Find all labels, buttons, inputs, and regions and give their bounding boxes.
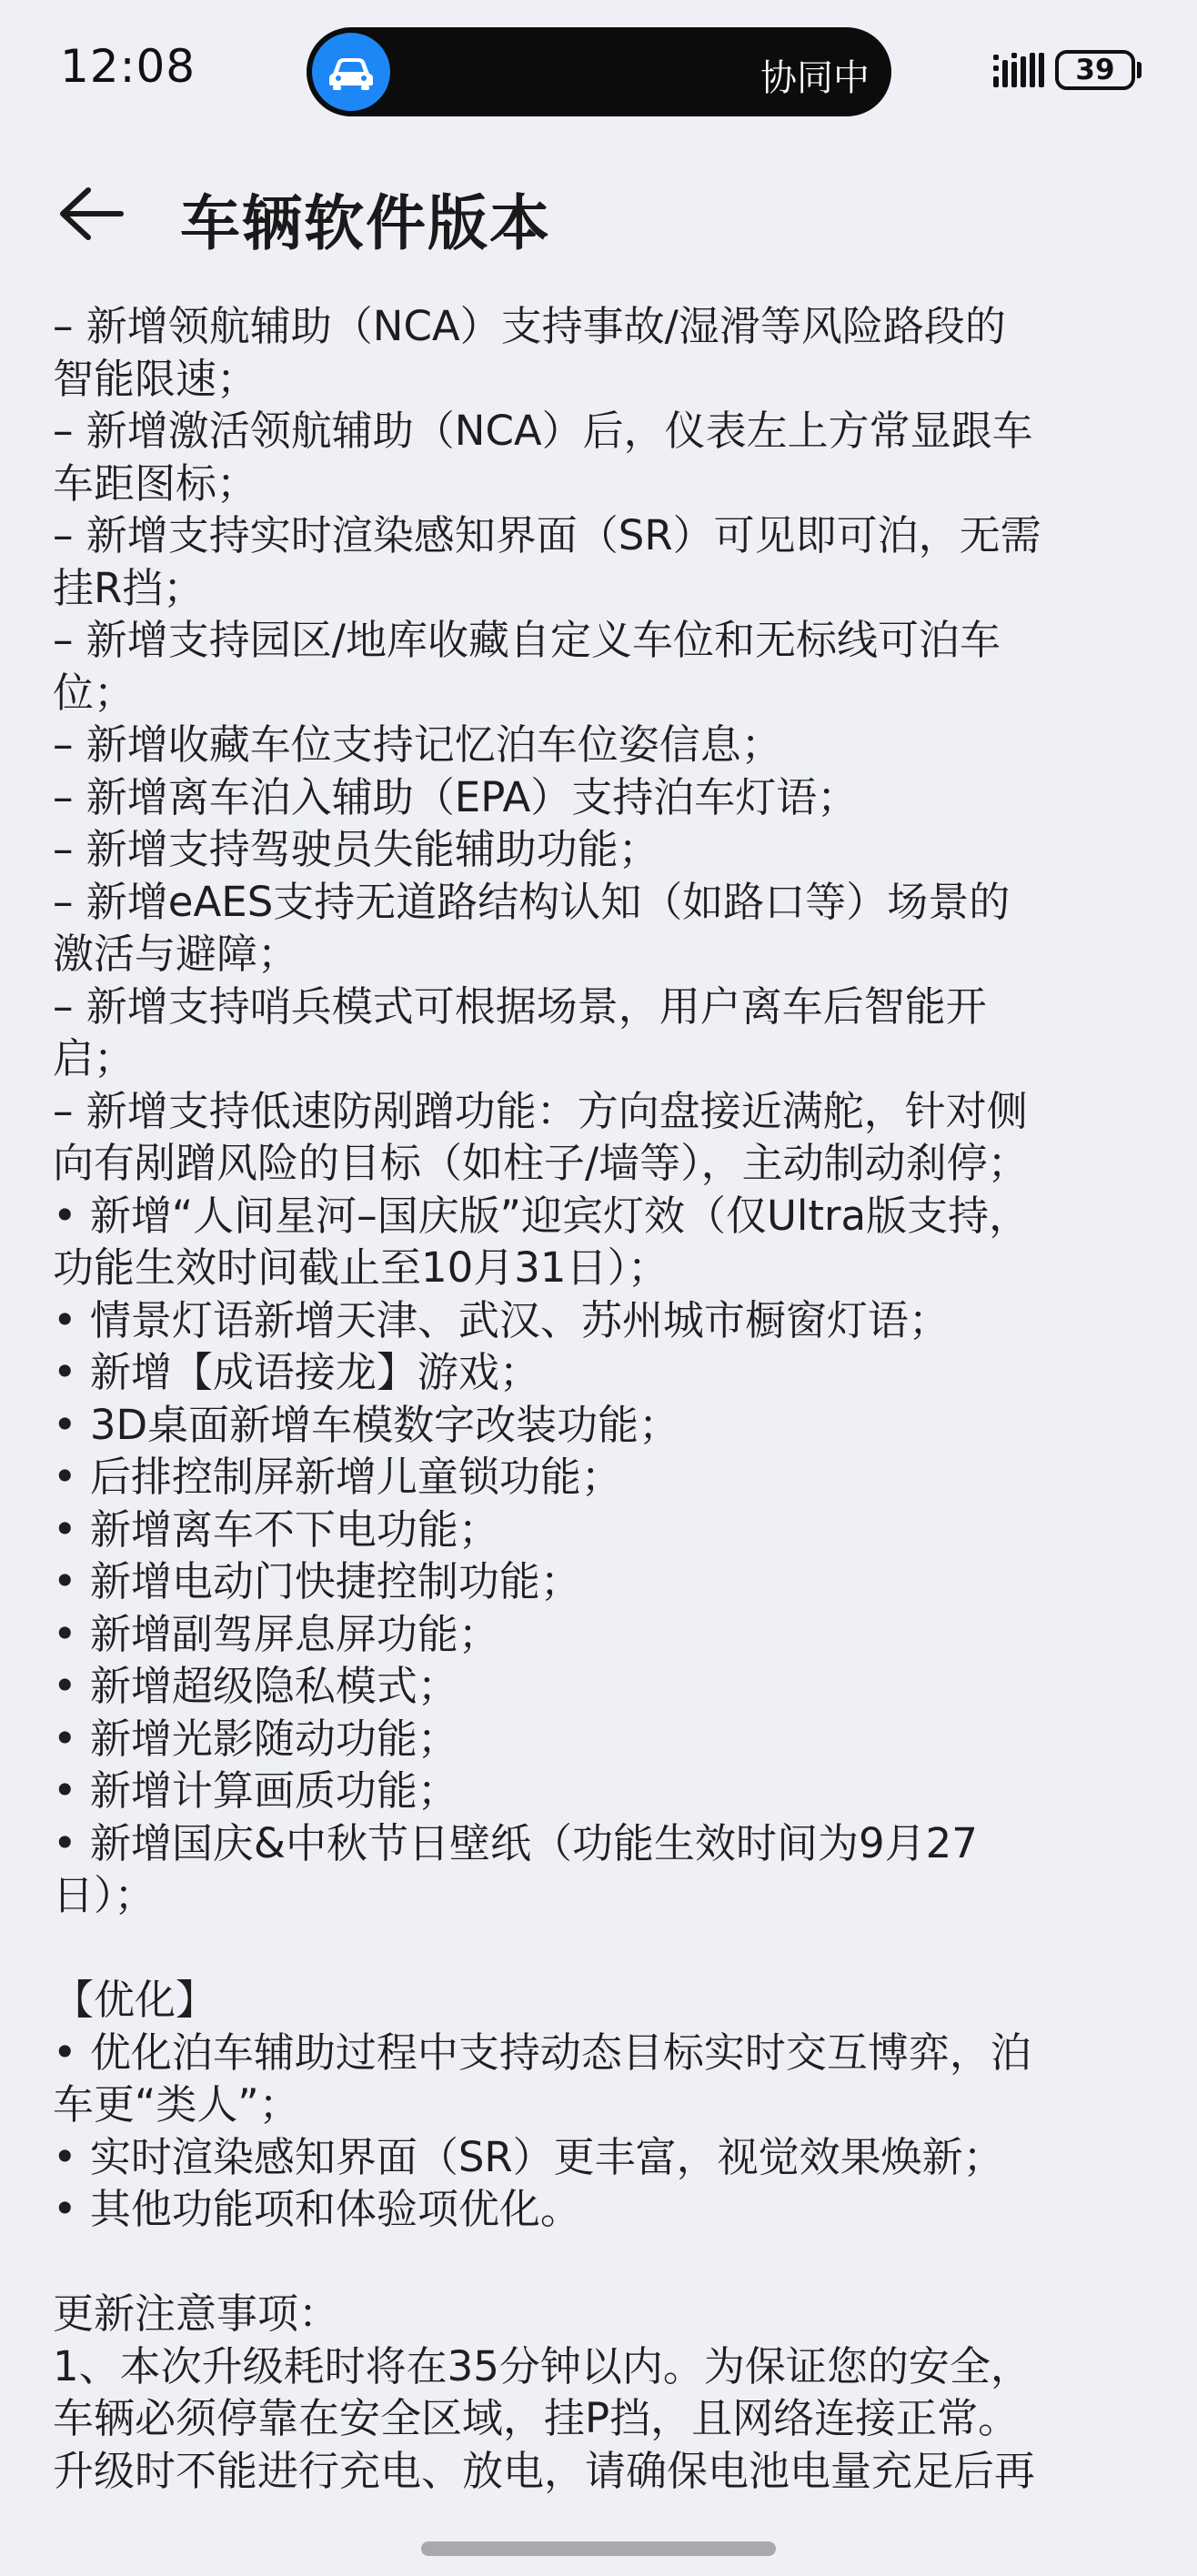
signal-icon xyxy=(991,51,1044,91)
release-note-line: • 情景灯语新增天津、武汉、苏州城市橱窗灯语； xyxy=(53,1295,950,1344)
release-note-line: – 新增eAES支持无道路结构认知（如路口等）场景的 xyxy=(53,877,1011,926)
release-note-line: – 新增支持园区/地库收藏自定义车位和无标线可泊车 xyxy=(53,616,1001,664)
release-note-line: • 新增超级隐私模式； xyxy=(53,1662,458,1710)
collaboration-capsule[interactable] xyxy=(307,27,891,116)
release-note-line: – 新增支持哨兵模式可根据场景，用户离车后智能开 xyxy=(53,981,987,1031)
battery-icon xyxy=(1055,50,1135,90)
release-note-line: • 新增计算画质功能； xyxy=(53,1766,458,1815)
release-note-line: – 新增离车泊入辅助（EPA）支持泊车灯语； xyxy=(53,772,859,821)
page-header xyxy=(0,155,1197,273)
release-note-line: • 新增离车不下电功能； xyxy=(53,1504,499,1554)
page-title: 车辆软件版本 xyxy=(180,188,551,258)
release-note-line: • 3D桌面新增车模数字改装功能； xyxy=(53,1400,680,1449)
home-indicator[interactable] xyxy=(421,2541,776,2556)
release-note-line: • 新增副驾屏息屏功能； xyxy=(53,1609,499,1658)
release-note-line: • 新增光影随动功能； xyxy=(53,1714,458,1763)
release-note-line: 智能限速； xyxy=(53,354,258,403)
blank-line xyxy=(53,1922,1155,1975)
release-note-line: 1、本次升级耗时将在35分钟以内。为保证您的安全， xyxy=(53,2341,1031,2390)
release-note-line: 车距图标； xyxy=(53,458,258,508)
release-note-line: • 新增国庆&中秋节日壁纸（功能生效时间为9月27 xyxy=(53,1818,978,1867)
release-note-line: – 新增收藏车位支持记忆泊车位姿信息； xyxy=(53,720,782,769)
release-note-line: 功能生效时间截止至10月31日）； xyxy=(53,1243,669,1292)
release-note-line: – 新增支持低速防剐蹭功能：方向盘接近满舵，针对侧 xyxy=(53,1086,1028,1135)
blank-line xyxy=(53,2236,1155,2289)
release-note-line: • 新增电动门快捷控制功能； xyxy=(53,1557,581,1605)
release-note-line: 位； xyxy=(53,668,136,717)
release-note-line: – 新增支持实时渲染感知界面（SR）可见即可泊，无需 xyxy=(53,511,1041,559)
release-note-line: 日）； xyxy=(53,1871,156,1919)
release-note-line: 启； xyxy=(53,1034,136,1082)
release-note-line: 更新注意事项： xyxy=(53,2289,340,2338)
release-note-line: • 新增【成语接龙】游戏； xyxy=(53,1348,540,1396)
battery-tip xyxy=(1137,62,1142,78)
release-note-line: – 新增激活领航辅助（NCA）后，仪表左上方常显跟车 xyxy=(53,407,1033,455)
status-bar xyxy=(0,0,1197,136)
release-note-line: 激活与避障； xyxy=(53,930,299,978)
release-note-line: 【优化】 xyxy=(53,1976,217,2024)
status-time: 12:08 xyxy=(60,40,196,93)
release-note-line: 车更“类人”； xyxy=(53,2080,300,2128)
release-note-line: – 新增支持驾驶员失能辅助功能； xyxy=(53,825,659,873)
release-note-line: – 新增领航辅助（NCA）支持事故/湿滑等风险路段的 xyxy=(53,302,1006,350)
release-note-line: 车辆必须停靠在安全区域，挂P挡，且网络连接正常。 xyxy=(53,2394,1020,2442)
battery-level: 39 xyxy=(1075,53,1115,86)
release-note-line: 挂R挡； xyxy=(53,563,205,612)
release-note-line: 升级时不能进行充电、放电，请确保电池电量充足后再 xyxy=(53,2446,1036,2495)
release-notes xyxy=(53,300,1155,2497)
release-note-line: 向有剐蹭风险的目标（如柱子/墙等），主动制动刹停； xyxy=(53,1139,1029,1187)
release-note-line: • 后排控制屏新增儿童锁功能； xyxy=(53,1453,622,1501)
release-note-line: • 其他功能项和体验项优化。 xyxy=(53,2185,581,2233)
capsule-status-text: 协同中 xyxy=(760,57,870,99)
back-button[interactable] xyxy=(45,173,136,255)
release-note-line: • 实时渲染感知界面（SR）更丰富，视觉效果焕新； xyxy=(53,2132,1004,2181)
car-icon xyxy=(312,33,390,111)
back-arrow-icon xyxy=(55,185,126,243)
release-note-line: • 优化泊车辅助过程中支持动态目标实时交互博弈，泊 xyxy=(53,2028,1031,2077)
release-note-line: • 新增“人间星河–国庆版”迎宾灯效（仅Ultra版支持， xyxy=(53,1191,1031,1240)
